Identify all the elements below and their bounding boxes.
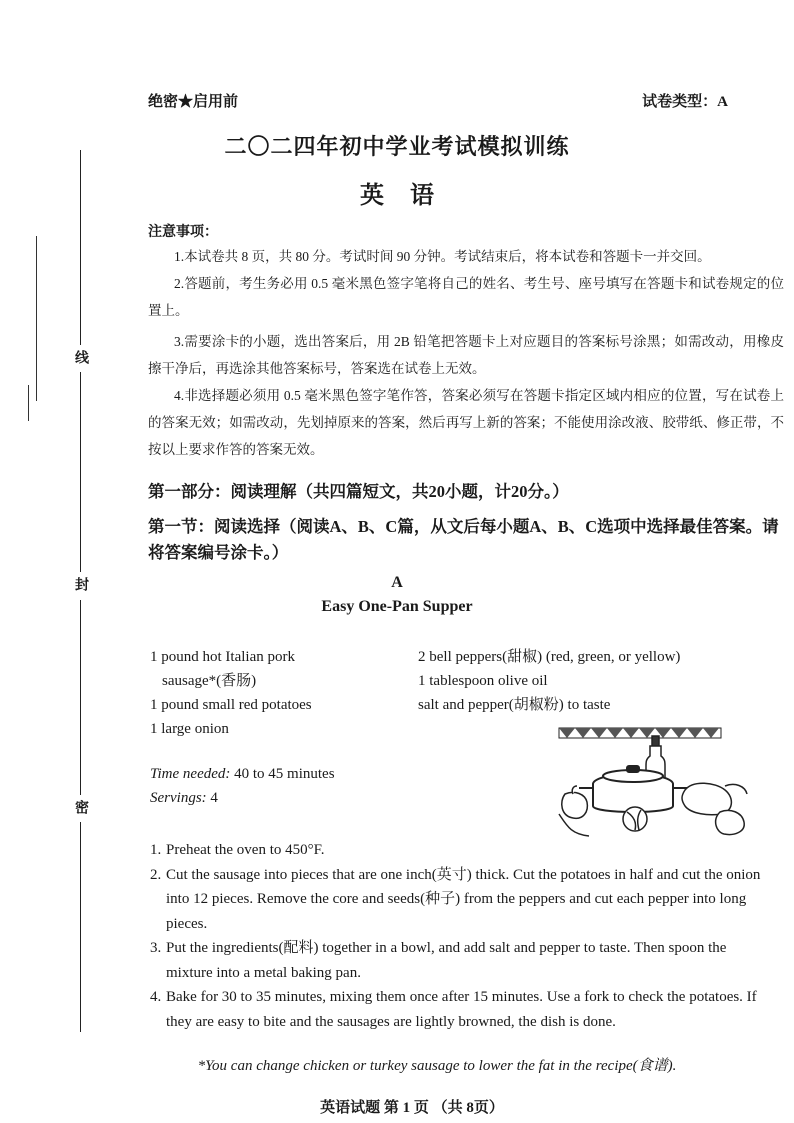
note-item: 2.答题前，考生务必用 0.5 毫米黑色签字笔将自己的姓名、考生号、座号填写在答题卡和试卷规定的位置上。 [148, 276, 784, 318]
step-number: 1. [150, 842, 162, 858]
section-title: 第一节：阅读选择（阅读A、B、C篇，从文后每小题A、B、C选项中选择最佳答案。请将答案编号涂卡。） [148, 517, 779, 562]
binding-char-xian: 线 [73, 350, 88, 364]
step-text: Put the ingredients(配料) together in a bowl, and add salt and pepper to taste. Then spoon the mixture into a metal baking pan. [166, 940, 727, 981]
ingredient-item: salt and pepper(胡椒粉) to taste [418, 697, 611, 713]
servings-label: Servings: [150, 790, 207, 806]
binding-line-bottom [80, 822, 81, 1032]
servings [150, 790, 218, 807]
time-label: Time needed: [150, 766, 231, 782]
servings-value: 4 [206, 790, 218, 806]
potatoes [682, 783, 747, 834]
step-text: Preheat the oven to 450°F. [166, 842, 325, 858]
ingredient-item: 1 tablespoon olive oil [418, 673, 548, 689]
ingredient-item: 1 large onion [150, 721, 229, 737]
step-item [150, 838, 770, 863]
page-footer: 英语试题 第 1 页 （共 8页） [320, 1100, 504, 1116]
paper-type-label: 试卷类型：A [642, 94, 728, 110]
note-item: 4.非选择题必须用 0.5 毫米黑色签字笔作答，答案必须写在答题卡指定区域内相应的位置，写在试卷上的答案无效；如需改动，先划掉原来的答案，然后再写上新的答案；不能使用涂改液、胶带纸、修正带，不按以上要求作答的答案无效。 [148, 388, 784, 457]
step-text: Cut the sausage into pieces that are one inch(英寸) thick. Cut the potatoes in half and cut the onion into 12 pieces. Remove the core and seeds(种子) from the peppers and cut each pepper into long pieces. [166, 866, 761, 932]
ingredients-left [150, 645, 410, 741]
binding-char-mi: 密 [73, 800, 88, 814]
step-number: 2. [150, 866, 162, 883]
binding-char-feng: 封 [73, 577, 88, 591]
recipe-footnote: *You can change chicken or turkey sausage to lower the fat in the recipe(食谱). [197, 1058, 677, 1074]
checkered-cloth [559, 728, 721, 738]
ingredient-item: 1 pound small red potatoes [150, 697, 312, 713]
step-number: 4. [150, 989, 162, 1005]
margin-mark-2 [28, 385, 29, 421]
baking-pan [579, 766, 693, 812]
confidential-label: 绝密★启用前 [148, 94, 239, 110]
peppers [559, 786, 589, 836]
recipe-steps [150, 838, 770, 1034]
step-item [150, 985, 770, 1034]
part-title: 第一部分：阅读理解（共四篇短文，共20小题，计20分。） [148, 482, 569, 501]
note-item: 1.本试卷共 8 页，共 80 分。考试时间 90 分钟。考试结束后，将本试卷和答题卡一并交回。 [174, 249, 711, 264]
passage-letter: A [391, 574, 403, 591]
ingredient-item: 2 bell peppers(甜椒) (red, green, or yellow) [418, 649, 681, 665]
ingredient-item: sausage*(香肠) [162, 673, 257, 689]
note-item: 3.需要涂卡的小题，选出答案后，用 2B 铅笔把答题卡上对应题目的答案标号涂黑；如需改动，用橡皮擦干净后，再选涂其他答案标号，答案选在试卷上无效。 [148, 334, 784, 376]
ingredients-right [418, 645, 748, 717]
binding-line-mid2 [80, 600, 81, 795]
passage-title: Easy One-Pan Supper [321, 598, 473, 615]
notes-title: 注意事项： [148, 225, 218, 240]
time-value: 40 to 45 minutes [230, 766, 335, 782]
ingredient-item: 1 pound hot Italian pork [150, 649, 295, 665]
margin-mark [36, 236, 37, 401]
cooking-illustration [555, 724, 755, 844]
binding-line-mid1 [80, 372, 81, 572]
step-number: 3. [150, 940, 162, 956]
exam-title: 二〇二四年初中学业考试模拟训练 [224, 134, 570, 159]
subject-title: 英语 [360, 183, 460, 209]
onion [623, 807, 647, 831]
step-item [150, 863, 770, 937]
step-text: Bake for 30 to 35 minutes, mixing them once after 15 minutes. Use a fork to check the potatoes. If they are easy to bite and the sausages are lightly browned, the dish is done. [166, 989, 757, 1030]
time-needed [150, 766, 335, 783]
step-item [150, 936, 770, 985]
